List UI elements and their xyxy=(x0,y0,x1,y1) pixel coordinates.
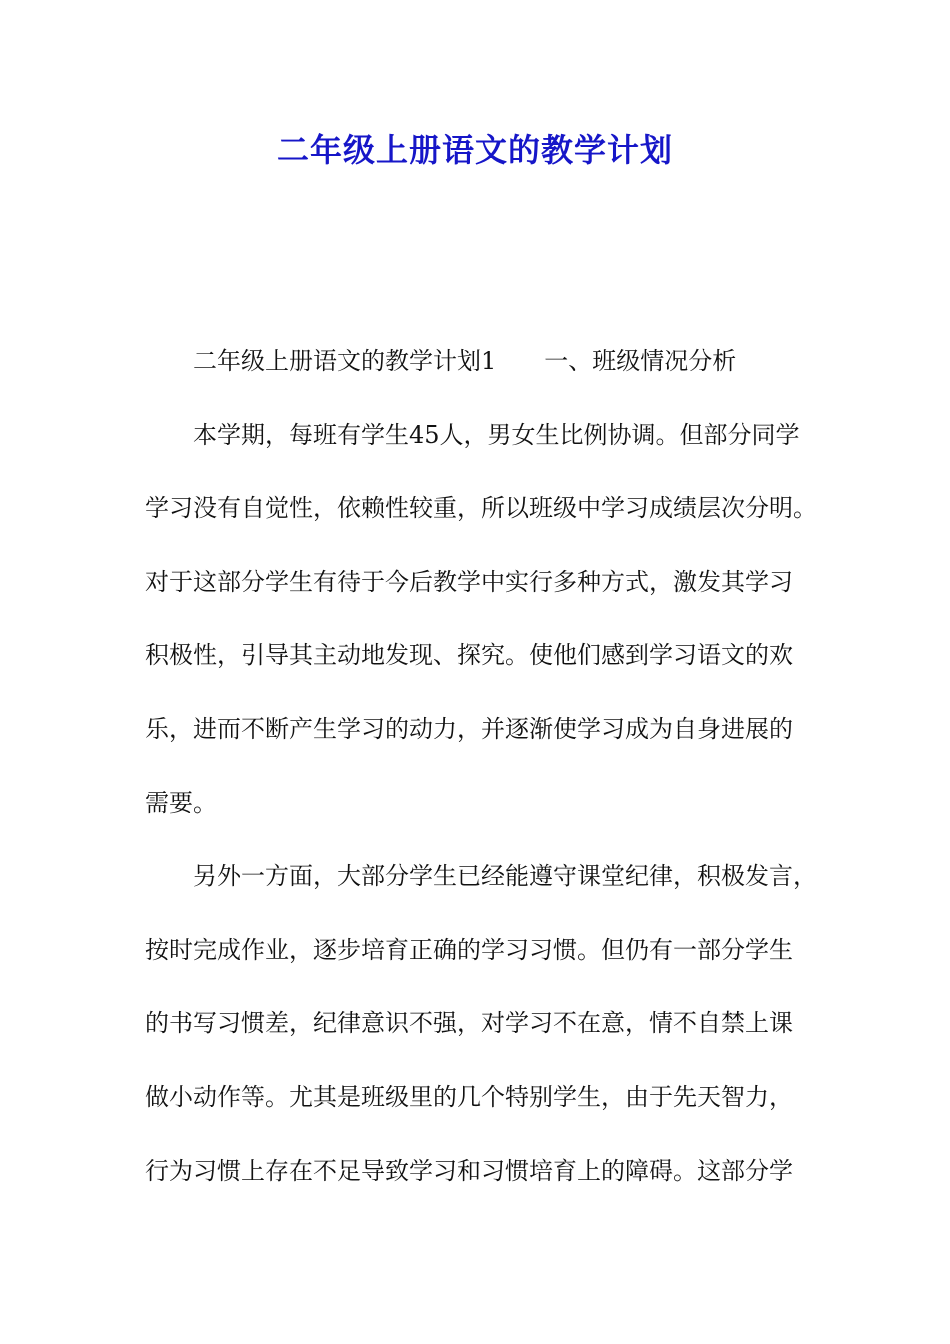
section-heading-line xyxy=(145,336,835,410)
paragraph-line: 按时完成作业，逐步培育正确的学习习惯。但仍有一部分学生 xyxy=(145,935,793,964)
paragraph-line: 对于这部分学生有待于今后教学中实行多种方式，激发其学习 xyxy=(145,567,793,596)
paragraph-line: 积极性，引导其主动地发现、探究。使他们感到学习语文的欢 xyxy=(145,641,793,670)
paragraph-line: 另外一方面，大部分学生已经能遵守课堂纪律，积极发言， xyxy=(193,862,817,891)
paragraph-line: 乐，进而不断产生学习的动力，并逐渐使学习成为自身进展的 xyxy=(145,714,793,743)
section-heading: 一、班级情况分析 xyxy=(544,347,737,375)
document-title: 二年级上册语文的教学计划 xyxy=(276,131,673,169)
paragraph-line: 学习没有自觉性，依赖性较重，所以班级中学习成绩层次分明。 xyxy=(145,494,817,523)
document-body xyxy=(145,336,835,1219)
paragraph-line: 行为习惯上存在不足导致学习和习惯培育上的障碍。这部分学 xyxy=(145,1156,793,1185)
paragraph-line: 需要。 xyxy=(145,788,217,817)
paragraph-line: 的书写习惯差，纪律意识不强，对学习不在意，情不自禁上课 xyxy=(145,1009,793,1038)
paragraph-line: 本学期，每班有学生45人，男女生比例协调。但部分同学 xyxy=(193,420,800,449)
paragraph-line: 做小动作等。尤其是班级里的几个特别学生，由于先天智力， xyxy=(145,1082,793,1111)
plan-heading: 二年级上册语文的教学计划1 xyxy=(193,347,497,375)
